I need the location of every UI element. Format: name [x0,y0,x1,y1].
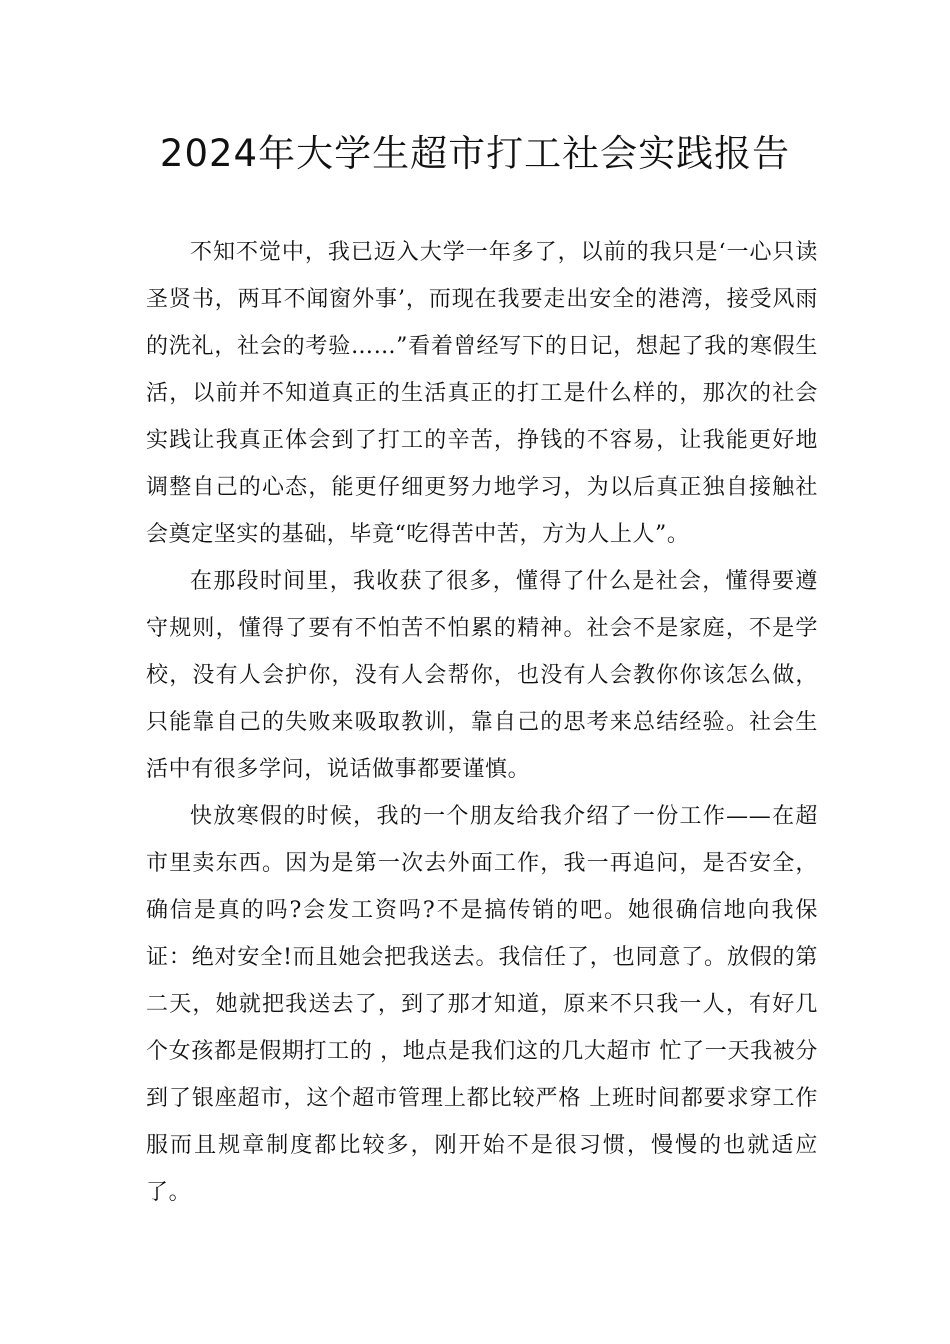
document-body [146,229,818,1216]
document-title: 2024年大学生超市打工社会实践报告 [159,132,791,175]
paragraph: 快放寒假的时候，我的一个朋友给我介绍了一份工作——在超市里卖东西。因为是第一次去外面工作，我一再追问，是否安全，确信是真的吗?会发工资吗?不是搞传销的吧。她很确信地向我保证：绝对安全!而且她会把我送去。我信任了，也同意了。放假的第二天，她就把我送去了，到了那才知道，原来不只我一人，有好几个女孩都是假期打工的 ，地点是我们这的几大超市 忙了一天我被分到了银座超市，这个超市管理上都比较严格 上班时间都要求穿工作服而且规章制度都比较多，刚开始不是很习惯，慢慢的也就适应了。 [146,804,818,1205]
paragraph: 在那段时间里，我收获了很多，懂得了什么是社会，懂得要遵守规则，懂得了要有不怕苦不怕累的精神。社会不是家庭，不是学校，没有人会护你，没有人会帮你，也没有人会教你你该怎么做，只能靠自己的失败来吸取教训，靠自己的思考来总结经验。社会生活中有很多学问，说话做事都要谨慎。 [146,569,818,782]
paragraph: 不知不觉中，我已迈入大学一年多了，以前的我只是‘一心只读圣贤书，两耳不闻窗外事’，而现在我要走出安全的港湾，接受风雨的洗礼，社会的考验……”看着曾经写下的日记，想起了我的寒假生活，以前并不知道真正的生活真正的打工是什么样的，那次的社会实践让我真正体会到了打工的辛苦，挣钱的不容易，让我能更好地调整自己的心态，能更仔细更努力地学习，为以后真正独自接触社会奠定坚实的基础，毕竟“吃得苦中苦，方为人上人”。 [146,240,818,547]
